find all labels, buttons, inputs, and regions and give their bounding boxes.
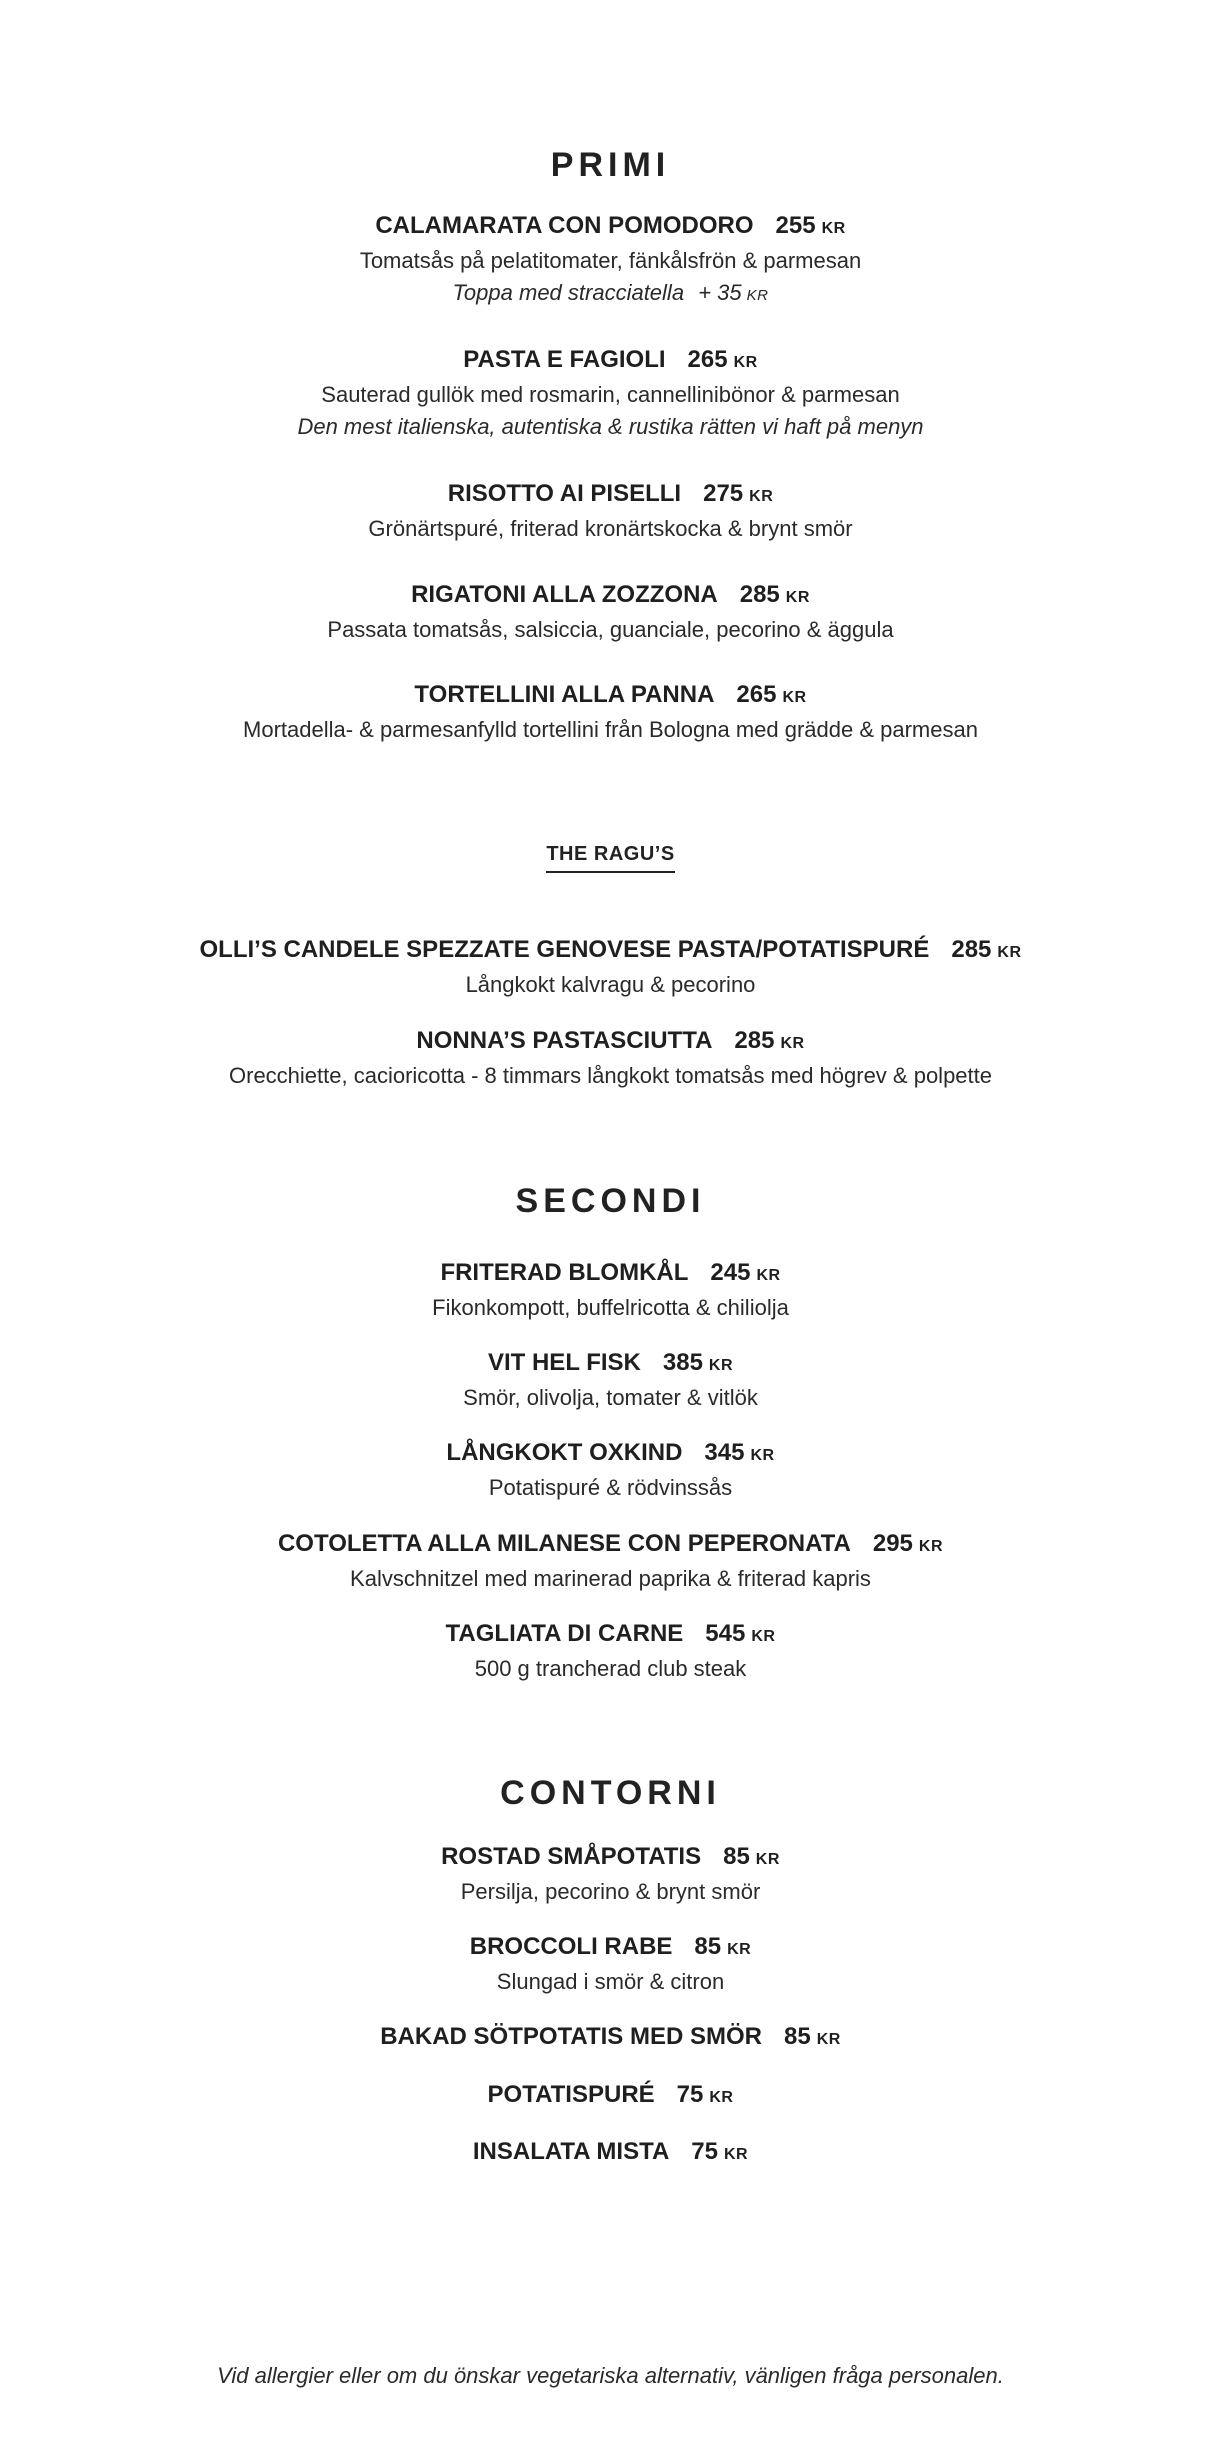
item-note: Den mest italienska, autentiska & rustika rätten vi haft på menyn [297, 414, 924, 439]
price-unit: KR [708, 1357, 734, 1374]
menu-item-rigatoni [0, 579, 1221, 646]
price-unit: KR [785, 589, 810, 606]
menu-item-risotto [0, 478, 1221, 545]
item-name: BAKAD SÖTPOTATIS MED SMÖR 85 KR [380, 2023, 841, 2050]
price-unit: KR [733, 354, 758, 371]
item-price: 75 [691, 2138, 718, 2165]
item-description: Sauterad gullök med rosmarin, cannellinibönor & parmesan [321, 382, 900, 407]
item-name: ROSTAD SMÅPOTATIS 85 KR [441, 1843, 780, 1870]
price-unit: KR [816, 2031, 841, 2048]
item-name: PASTA E FAGIOLI 265 KR [463, 346, 758, 373]
item-description: Smör, olivolja, tomater & vitlök [463, 1385, 758, 1410]
menu-item-sotpotatis [0, 2021, 1221, 2056]
item-name: VIT HEL FISK 385 KR [487, 1349, 734, 1376]
item-price: 285 [739, 581, 780, 608]
item-note: Toppa med stracciatella + 35 KR [452, 280, 769, 305]
menu-item-blomkal [0, 1257, 1221, 1324]
item-name: BROCCOLI RABE 85 KR [469, 1933, 752, 1960]
item-price: 265 [736, 681, 777, 708]
menu-item-tagliata [0, 1618, 1221, 1685]
item-name: RISOTTO AI PISELLI 275 KR [447, 480, 774, 507]
price-unit: KR [750, 1447, 775, 1464]
item-price: 285 [951, 936, 992, 963]
price-unit: KR [918, 1538, 944, 1555]
item-price: 75 [676, 2081, 704, 2108]
price-unit: KR [782, 689, 807, 706]
item-price: 545 [705, 1620, 746, 1647]
item-name: COTOLETTA ALLA MILANESE CON PEPERONATA 295 KR [277, 1530, 944, 1557]
item-description: Orecchiette, cacioricotta - 8 timmars långkokt tomatsås med högrev & polpette [229, 1063, 992, 1088]
menu-item-candele-spezzate [0, 934, 1221, 1001]
section-title-secondi: SECONDI [515, 1182, 706, 1220]
item-name: OLLI’S CANDELE SPEZZATE GENOVESE PASTA/POTATISPURÉ 285 KR [199, 936, 1022, 963]
item-name: LÅNGKOKT OXKIND 345 KR [446, 1439, 775, 1466]
item-name: FRITERAD BLOMKÅL 245 KR [440, 1259, 781, 1286]
price-unit: KR [780, 1035, 805, 1052]
menu-item-oxkind [0, 1437, 1221, 1504]
menu-item-tortellini [0, 679, 1221, 746]
price-unit: KR [709, 2089, 734, 2106]
item-description: 500 g trancherad club steak [474, 1656, 747, 1681]
menu-item-broccoli-rabe [0, 1931, 1221, 1998]
price-unit: KR [727, 1941, 752, 1958]
menu-item-cotoletta [0, 1528, 1221, 1595]
item-price: 255 [775, 212, 816, 239]
menu-item-pastasciutta [0, 1025, 1221, 1092]
item-name: NONNA’S PASTASCIUTTA 285 KR [416, 1027, 805, 1054]
item-price: 85 [694, 1933, 722, 1960]
item-price: 85 [723, 1843, 750, 1870]
section-title-ragus: THE RAGU’S [0, 839, 1221, 873]
item-description: Fikonkompott, buffelricotta & chiliolja [432, 1295, 789, 1320]
section-title-contorni: CONTORNI [500, 1774, 721, 1812]
price-unit: KR [821, 220, 846, 237]
item-price: 285 [734, 1027, 775, 1054]
price-unit: KR [756, 1267, 781, 1284]
item-description: Kalvschnitzel med marinerad paprika & friterad kapris [350, 1566, 871, 1591]
menu-item-pasta-e-fagioli [0, 344, 1221, 443]
price-unit: KR [755, 1851, 780, 1868]
item-description: Grönärtspuré, friterad kronärtskocka & brynt smör [368, 516, 853, 541]
item-price: 265 [687, 346, 728, 373]
section-title-primi: PRIMI [550, 146, 671, 184]
item-name: RIGATONI ALLA ZOZZONA 285 KR [411, 581, 810, 608]
menu-item-calamarata [0, 210, 1221, 312]
item-price: 295 [872, 1530, 913, 1557]
price-unit: KR [997, 944, 1022, 961]
item-description: Persilja, pecorino & brynt smör [460, 1879, 761, 1904]
item-description: Potatispuré & rödvinssås [488, 1475, 733, 1500]
item-description: Mortadella- & parmesanfylld tortellini från Bologna med grädde & parmesan [243, 717, 978, 742]
price-unit: KR [724, 2146, 749, 2163]
allergy-notice: Vid allergier eller om du önskar vegetariska alternativ, vänligen fråga personalen. [217, 2363, 1004, 2388]
price-unit: KR [751, 1628, 776, 1645]
item-price: 85 [783, 2023, 811, 2050]
item-name: POTATISPURÉ 75 KR [487, 2081, 734, 2108]
item-description: Slungad i smör & citron [496, 1969, 725, 1994]
item-description: Tomatsås på pelatitomater, fänkålsfrön & parmesan [359, 248, 862, 273]
price-unit: KR [749, 488, 774, 505]
menu-item-insalata-mista [0, 2136, 1221, 2171]
menu-item-smapotatis [0, 1841, 1221, 1908]
item-price: 385 [662, 1349, 703, 1376]
item-name: CALAMARATA CON POMODORO 255 KR [375, 212, 846, 239]
item-description: Långkokt kalvragu & pecorino [465, 972, 756, 997]
item-name: TORTELLINI ALLA PANNA 265 KR [414, 681, 807, 708]
item-price: 275 [703, 480, 744, 507]
item-price: 245 [710, 1259, 751, 1286]
item-name: INSALATA MISTA 75 KR [472, 2138, 749, 2165]
menu-item-potatispure [0, 2079, 1221, 2114]
item-name: TAGLIATA DI CARNE 545 KR [445, 1620, 776, 1647]
item-description: Passata tomatsås, salsiccia, guanciale, pecorino & äggula [327, 617, 894, 642]
item-price: 345 [704, 1439, 745, 1466]
menu-item-vit-hel-fisk [0, 1347, 1221, 1414]
